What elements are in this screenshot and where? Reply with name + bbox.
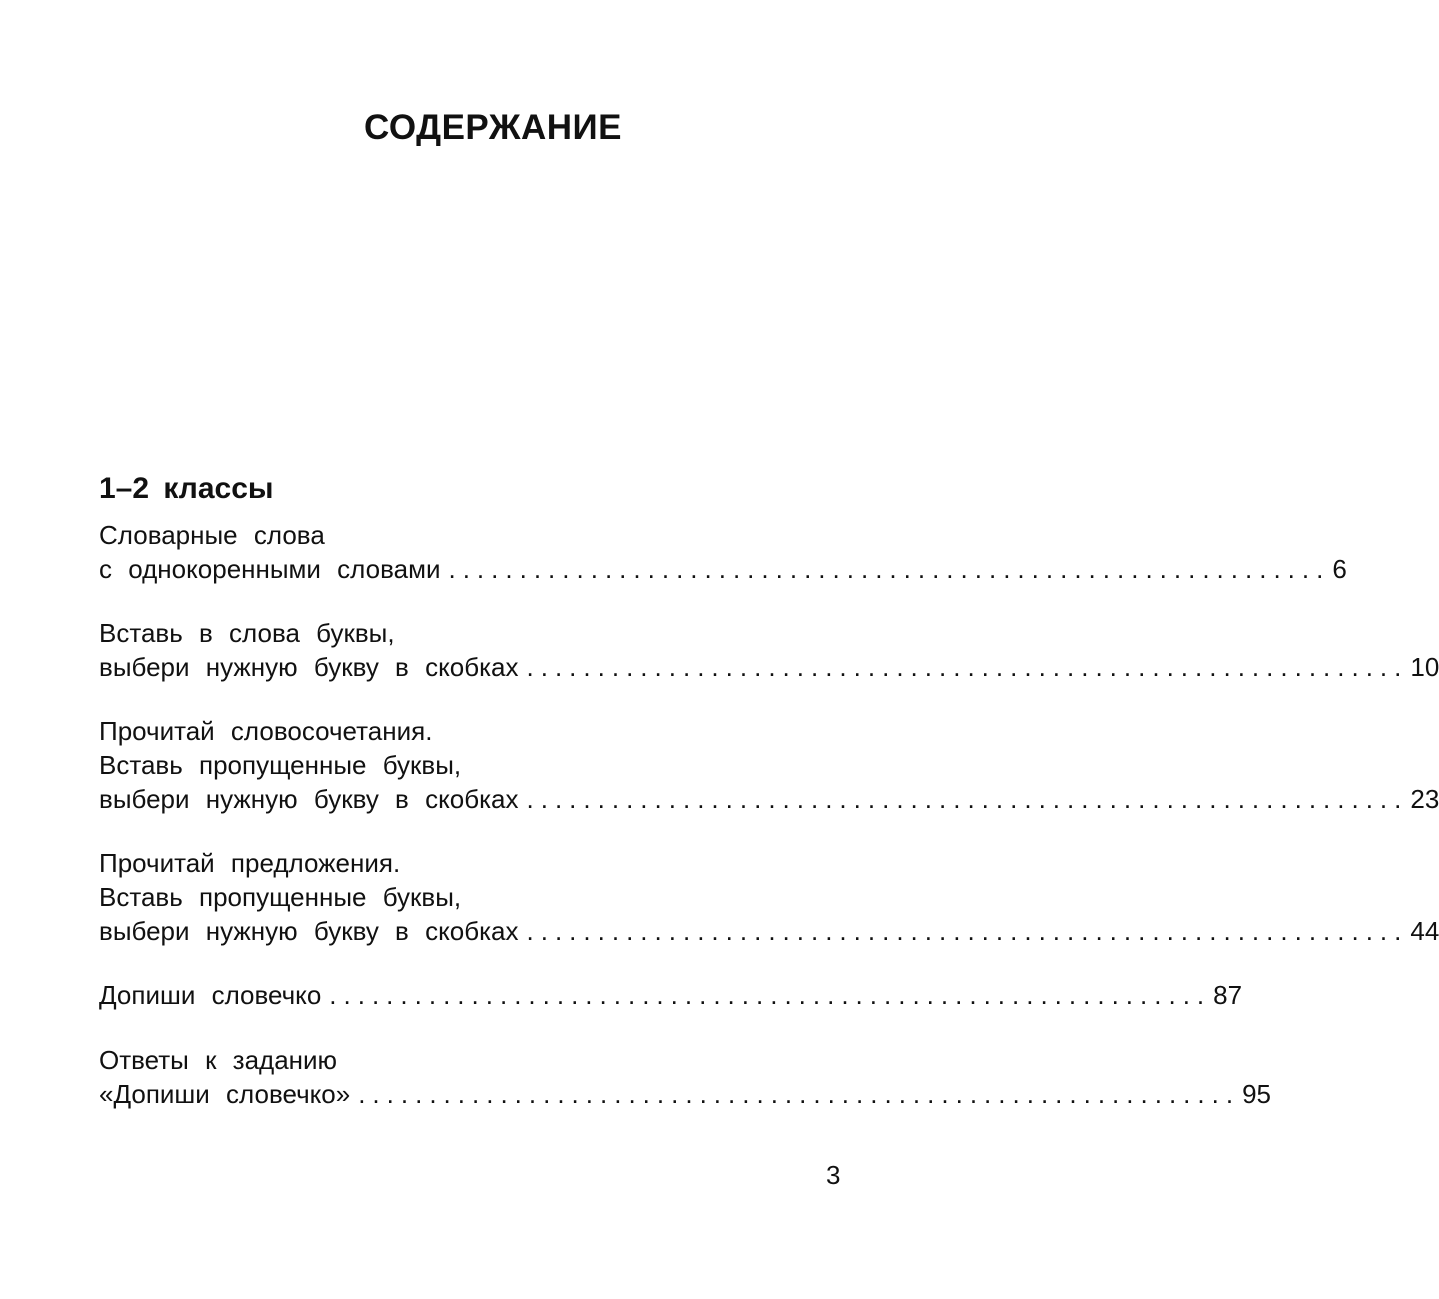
toc-entry-title-line: Ответы к заданию xyxy=(99,1045,338,1075)
dot-leader: .............................................................. xyxy=(526,784,1409,814)
toc-entry-last-line xyxy=(99,1077,1271,1111)
toc-page-number: 6 xyxy=(1332,554,1347,584)
toc-entry-title-line: «Допиши словечко» xyxy=(99,1079,351,1109)
toc-entry-title-line: с однокоренными словами xyxy=(99,554,441,584)
toc-entry-last-line xyxy=(99,978,1243,1012)
toc-entry-title-line: Вставь пропущенные буквы, xyxy=(99,882,462,912)
toc-entry[interactable] xyxy=(99,846,1439,948)
dot-leader: .............................................................. xyxy=(448,554,1331,584)
toc-entry-last-line xyxy=(99,650,1439,684)
toc-entry[interactable] xyxy=(99,616,1439,684)
dot-leader: .............................................................. xyxy=(526,916,1409,946)
page-title: СОДЕРЖАНИЕ xyxy=(363,108,622,147)
dot-leader: .............................................................. xyxy=(358,1079,1241,1109)
toc-entry[interactable] xyxy=(99,714,1439,816)
toc-entry-title-line: выбери нужную букву в скобках xyxy=(99,652,519,682)
toc-entry-title-line: Допиши словечко xyxy=(99,980,322,1010)
toc-page-number: 44 xyxy=(1410,916,1439,946)
toc-page-number: 87 xyxy=(1213,980,1243,1010)
toc-entry[interactable] xyxy=(99,978,1243,1012)
toc-entry-last-line xyxy=(99,782,1439,816)
toc-entry-title-line: Прочитай словосочетания. xyxy=(99,716,433,746)
toc-page-number: 10 xyxy=(1410,652,1439,682)
toc-entry-last-line xyxy=(99,552,1347,586)
dot-leader: .............................................................. xyxy=(526,652,1409,682)
page-number: 3 xyxy=(826,1160,841,1190)
toc-entry-last-line xyxy=(99,914,1439,948)
dot-leader: .............................................................. xyxy=(329,980,1212,1010)
toc-page-number: 95 xyxy=(1242,1079,1271,1109)
toc-entry[interactable] xyxy=(99,518,1347,586)
toc-entry-title-line: Вставь пропущенные буквы, xyxy=(99,750,462,780)
toc-page-number: 23 xyxy=(1410,784,1439,814)
toc-entry-title-line: Прочитай предложения. xyxy=(99,848,401,878)
table-of-contents xyxy=(99,518,1439,1141)
toc-entry[interactable] xyxy=(99,1043,1271,1111)
toc-entry-title-line: выбери нужную букву в скобках xyxy=(99,784,519,814)
toc-entry-title-line: Вставь в слова буквы, xyxy=(99,618,395,648)
toc-entry-title-line: выбери нужную букву в скобках xyxy=(99,916,519,946)
toc-entry-title-line: Словарные слова xyxy=(99,520,325,550)
section-heading: 1–2 классы xyxy=(99,472,274,505)
